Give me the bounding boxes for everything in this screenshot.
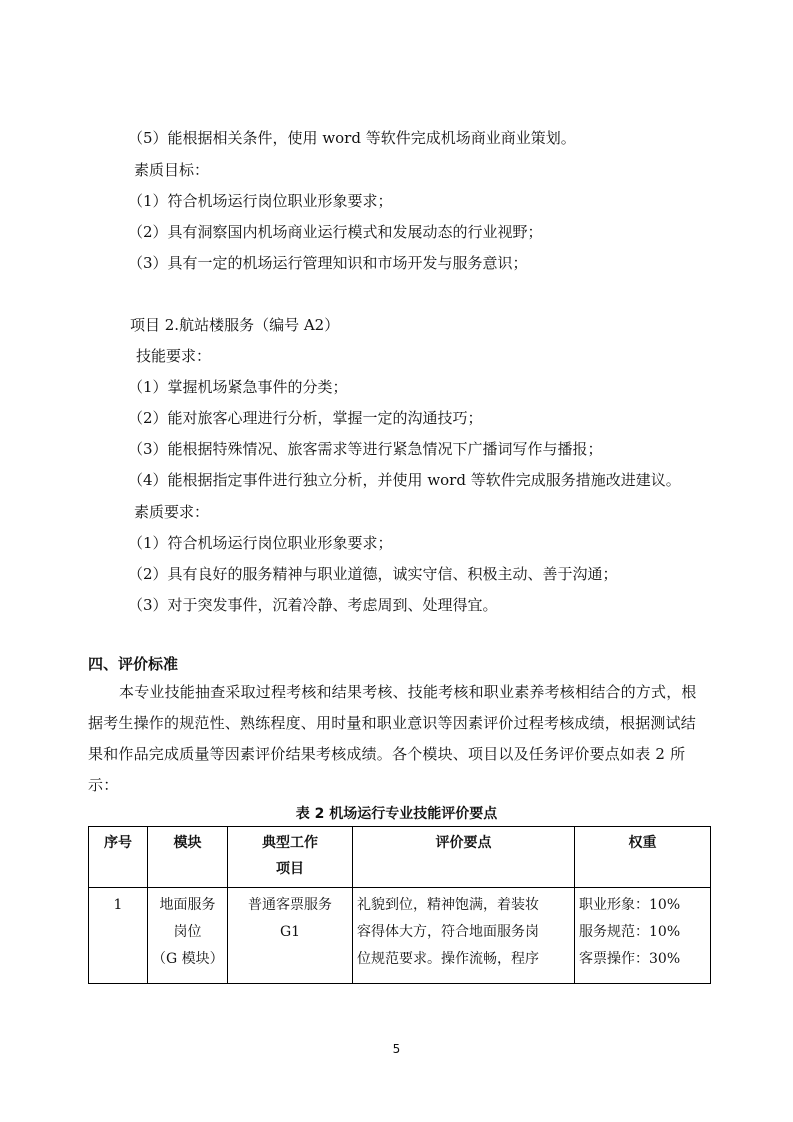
quality-item-2: （2）具有洞察国内机场商业运行模式和发展动态的行业视野； — [128, 223, 543, 241]
quality-req-item-2: （2）具有良好的服务精神与职业道德，诚实守信、积极主动、善于沟通； — [128, 565, 618, 583]
section-heading: 四、评价标准 — [88, 655, 179, 673]
cell-module — [148, 888, 228, 984]
quality-item-1: （1）符合机场运行岗位职业形象要求； — [128, 192, 393, 210]
cell-points-line1: 礼貌到位，精神饱满，着装妆 — [357, 897, 539, 913]
header-points: 评价要点 — [353, 827, 575, 888]
objective-item-5: （5）能根据相关条件，使用 word 等软件完成机场商业商业策划。 — [128, 129, 576, 147]
project-2-title: 项目 2.航站楼服务（编号 A2） — [130, 316, 340, 334]
header-item-line1: 典型工作 — [262, 835, 318, 851]
header-item-line2: 项目 — [276, 861, 304, 877]
cell-points-line2: 容得体大方，符合地面服务岗 — [357, 924, 539, 940]
cell-weight-line1: 职业形象：10% — [579, 897, 681, 913]
header-item — [228, 827, 353, 888]
quality-requirements-label: 素质要求： — [134, 503, 210, 521]
cell-points-line3: 位规范要求。操作流畅，程序 — [357, 951, 539, 967]
skill-requirements-label: 技能要求： — [136, 347, 212, 365]
cell-module-line2: 岗位 — [173, 924, 202, 940]
section-paragraph: 本专业技能抽查采取过程考核和结果考核、技能考核和职业素养考核相结合的方式，根据考生操作的规范性、熟练程度、用时量和职业意识等因素评价过程考核成绩，根据测试结果和作品完成质量等因素评价结果考核成绩。各个模块、项目以及任务评价要点如表 2 所示： — [88, 683, 697, 794]
header-no: 序号 — [89, 827, 148, 888]
header-weight: 权重 — [575, 827, 711, 888]
skill-item-2: （2）能对旅客心理进行分析，掌握一定的沟通技巧； — [128, 409, 483, 427]
cell-no: 1 — [89, 888, 148, 984]
evaluation-table — [88, 826, 711, 984]
cell-module-line1: 地面服务 — [159, 897, 216, 913]
table-caption: 表 2 机场运行专业技能评价要点 — [295, 806, 498, 822]
cell-weight-line2: 服务规范：10% — [579, 924, 681, 940]
skill-item-1: （1）掌握机场紧急事件的分类； — [128, 378, 348, 396]
quality-item-3: （3）具有一定的机场运行管理知识和市场开发与服务意识； — [128, 254, 528, 272]
skill-item-4: （4）能根据指定事件进行独立分析，并使用 word 等软件完成服务措施改进建议。 — [128, 471, 681, 489]
cell-module-line3: （G 模块） — [152, 951, 224, 967]
header-module: 模块 — [148, 827, 228, 888]
cell-item-line2: G1 — [279, 924, 301, 940]
cell-points — [353, 888, 575, 984]
quality-req-item-1: （1）符合机场运行岗位职业形象要求； — [128, 534, 393, 552]
cell-weight-line3: 客票操作：30% — [579, 951, 681, 967]
quality-req-item-3: （3）对于突发事件，沉着冷静、考虑周到、处理得宜。 — [128, 596, 498, 614]
cell-item — [228, 888, 353, 984]
table-header-row — [89, 827, 711, 888]
table-row — [89, 888, 711, 984]
cell-weight — [575, 888, 711, 984]
page-number: 5 — [392, 1042, 401, 1056]
quality-goals-label: 素质目标： — [134, 161, 210, 179]
cell-item-line1: 普通客票服务 — [248, 897, 332, 913]
skill-item-3: （3）能根据特殊情况、旅客需求等进行紧急情况下广播词写作与播报； — [128, 440, 603, 458]
